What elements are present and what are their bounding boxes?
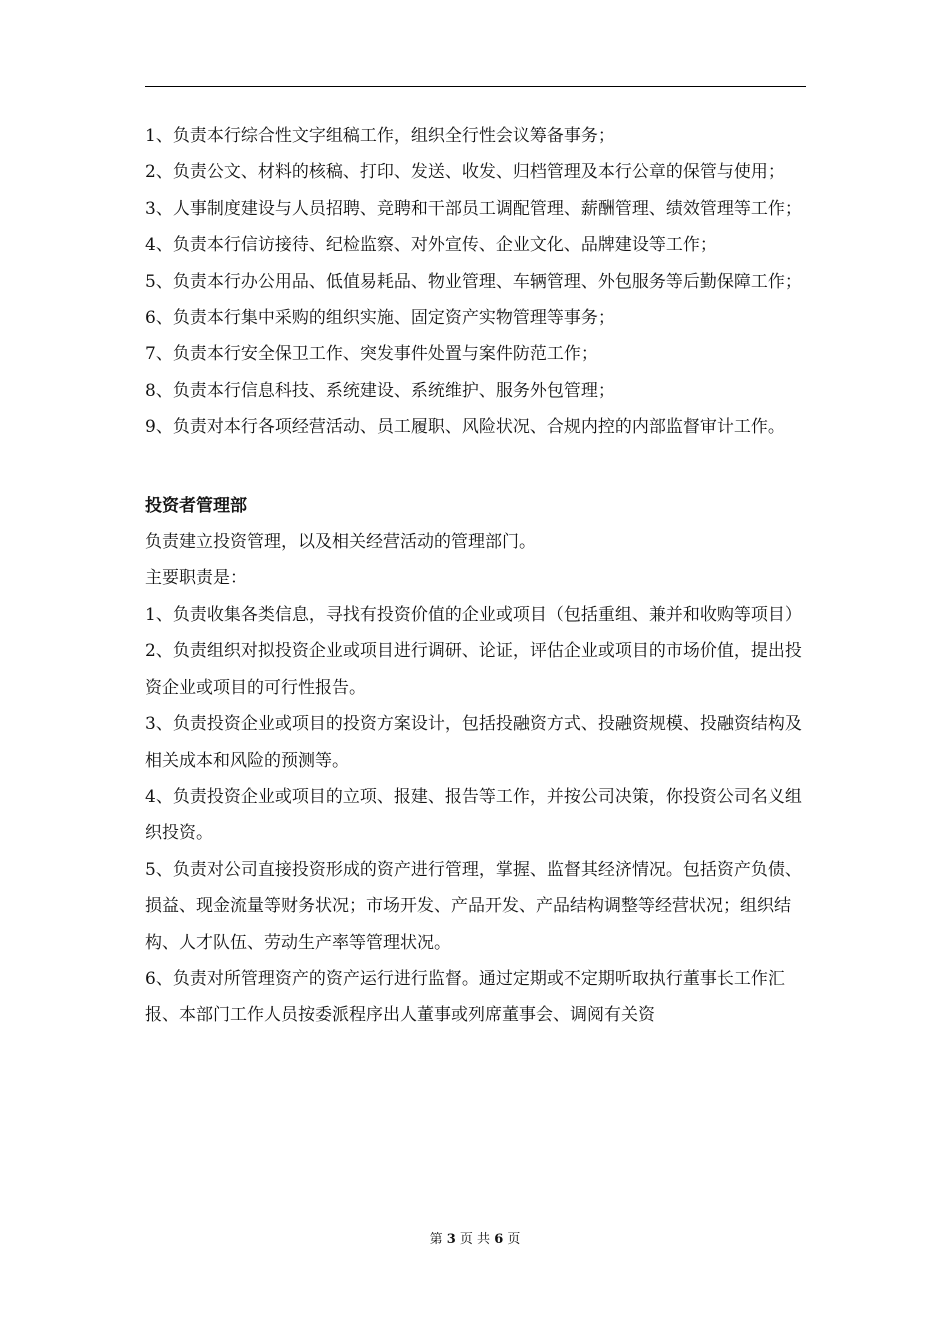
page-footer: [0, 1228, 950, 1247]
duty-item: 8、负责本行信息科技、系统建设、系统维护、服务外包管理；: [145, 380, 615, 401]
duty-item: 5、负责本行办公用品、低值易耗品、物业管理、车辆管理、外包服务等后勤保障工作；: [145, 271, 802, 292]
header-rule: [145, 86, 806, 87]
duty-item: 6、负责对所管理资产的资产运行进行监督。通过定期或不定期听取执行董事长工作汇报、本部门工作人员按委派程序出人董事或列席董事会、调阅有关资: [145, 968, 785, 1026]
duty-item: 2、负责公文、材料的核稿、打印、发送、收发、归档管理及本行公章的保管与使用；: [145, 162, 785, 183]
duty-item: 9、负责对本行各项经营活动、员工履职、风险状况、合规内控的内部监督审计工作。: [145, 417, 785, 438]
page-body: [145, 118, 805, 1034]
duty-item: 6、负责本行集中采购的组织实施、固定资产实物管理等事务；: [145, 308, 615, 329]
section-title: 投资者管理部: [145, 495, 247, 516]
page-number: 3: [446, 1232, 456, 1247]
page-total: 6: [494, 1232, 504, 1247]
duty-item: 3、负责投资企业或项目的投资方案设计，包括投融资方式、投融资规模、投融资结构及相关成本和风险的预测等。: [145, 714, 802, 771]
duty-item: 4、负责本行信访接待、纪检监察、对外宣传、企业文化、品牌建设等工作；: [145, 235, 717, 256]
footer-suffix: 页: [507, 1232, 521, 1247]
footer-middle: 页 共: [459, 1232, 491, 1247]
duty-item: 1、负责收集各类信息，寻找有投资价值的企业或项目（包括重组、兼并和收购等项目）: [145, 604, 802, 625]
duty-item: 5、负责对公司直接投资形成的资产进行管理，掌握、监督其经济情况。包括资产负债、损益、现金流量等财务状况；市场开发、产品开发、产品结构调整等经营状况；组织结构、人才队伍、劳动生产率等管理状况。: [145, 859, 802, 953]
duty-item: 4、负责投资企业或项目的立项、报建、报告等工作，并按公司决策，你投资公司名义组织投资。: [145, 786, 802, 844]
footer-prefix: 第: [429, 1232, 443, 1247]
section-intro: 负责建立投资管理，以及相关经营活动的管理部门。: [145, 532, 536, 553]
duties-label: 主要职责是：: [145, 568, 247, 589]
duty-item: 7、负责本行安全保卫工作、突发事件处置与案件防范工作；: [145, 344, 598, 365]
duty-item: 1、负责本行综合性文字组稿工作，组织全行性会议筹备事务；: [145, 126, 615, 146]
duty-item: 2、负责组织对拟投资企业或项目进行调研、论证，评估企业或项目的市场价值，提出投资企业或项目的可行性报告。: [145, 641, 802, 698]
duty-item: 3、人事制度建设与人员招聘、竞聘和干部员工调配管理、薪酬管理、绩效管理等工作；: [145, 198, 802, 219]
